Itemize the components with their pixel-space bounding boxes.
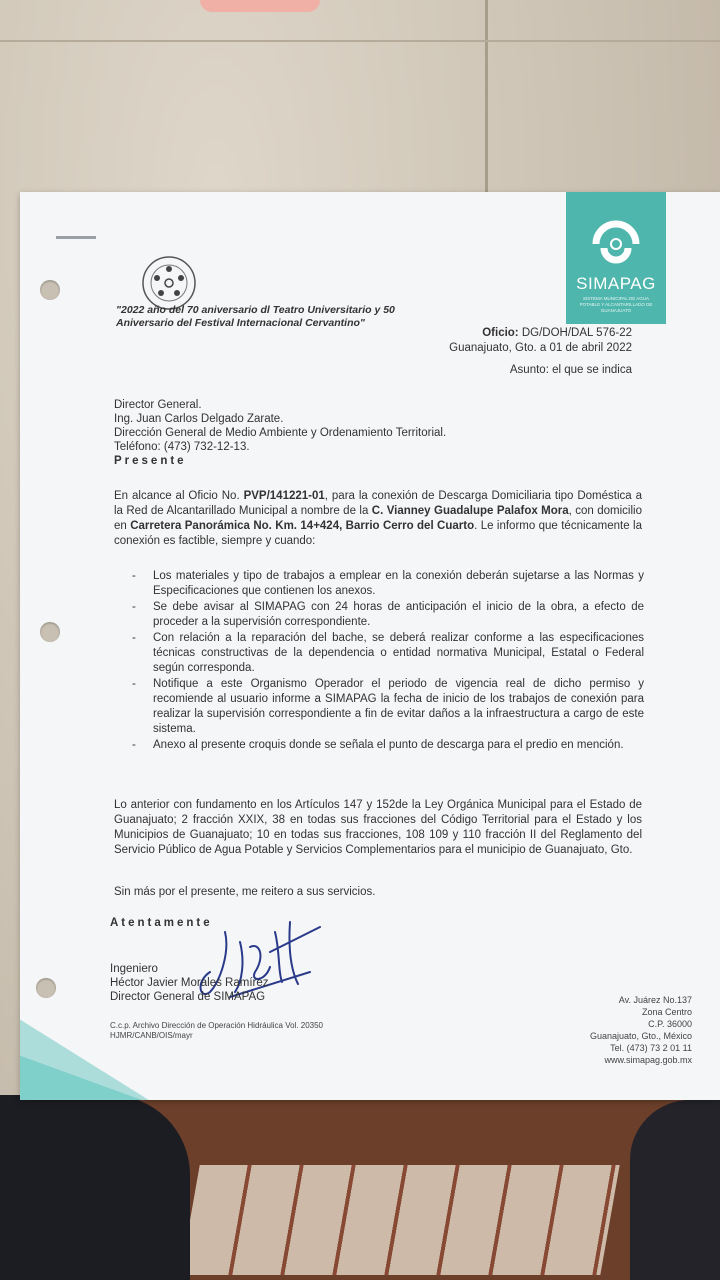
list-item-text: Los materiales y tipo de trabajos a emplear en la conexión deberán sujetarse a las Normas y Especificaciones que contienen los anexos. [153, 570, 644, 597]
bullet-marker: - [132, 678, 136, 690]
punch-hole [36, 978, 56, 998]
contact-street: Av. Juárez No.137 [618, 995, 692, 1005]
contact-website: www.simapag.gob.mx [604, 1055, 692, 1065]
punch-hole [40, 622, 60, 642]
simapag-logo [566, 192, 666, 324]
text-run: , con domicilio en [114, 505, 642, 532]
list-item-text: Con relación a la reparación del bache, se deberá realizar conforme a las especificaciones técnicas constructivas de la dependencia o entidad normativa Municipal, Estatal o Federal según corresponda. [153, 632, 644, 674]
contact-phone: Tel. (473) 73 2 01 11 [610, 1043, 692, 1053]
bullet-marker: - [132, 739, 136, 751]
bullet-marker: - [132, 601, 136, 613]
oficio-label: Oficio: [482, 327, 519, 339]
water-drop-logo-icon [588, 214, 644, 270]
list-item-text: Anexo al presente croquis donde se señala el punto de descarga para el predio en mención. [153, 739, 624, 751]
addressee-title: Director General. [114, 399, 202, 411]
addressee-block [114, 398, 446, 468]
list-item [132, 569, 644, 599]
text-run: . Le informo que técnicamente la conexión es factible, siempre y cuando: [114, 520, 642, 547]
applicant-address: Carretera Panorámica No. Km. 14+424, Barrio Cerro del Cuarto [130, 520, 475, 532]
text-run: , para la conexión de Descarga Domiciliaria tipo Doméstica a la Red de Alcantarillado Municipal a nombre de la [114, 490, 642, 517]
contact-block [590, 994, 692, 1066]
addressee-name: Ing. Juan Carlos Delgado Zarate. [114, 413, 284, 425]
paragraph-intro [114, 489, 642, 549]
anniversary-line: Aniversario del Festival Internacional Cervantino" [116, 317, 365, 329]
paragraph-legal-basis: Lo anterior con fundamento en los Artículos 147 y 152de la Ley Orgánica Municipal para el Estado de Guanajuato; 2 fracción XXIX, 38 en todas sus fracciones del Código Territorial para el Estado y los Municipios de Guanajuato; 10 en todas sus fracciones, 108 109 y 110 fracción II del Reglamento del Servicio Público de Agua Potable y Servicios Complementarios para el municipio de Guanajuato, Gto. [114, 799, 642, 856]
conditions-list [132, 569, 644, 754]
asunto: Asunto: el que se indica [509, 364, 632, 376]
list-item [132, 631, 644, 676]
anniversary-legend [116, 304, 416, 330]
place-date: Guanajuato, Gto. a 01 de abril 2022 [449, 342, 632, 354]
shoe-right [630, 1100, 720, 1280]
copy-block [110, 1021, 323, 1041]
presente-label: Presente [114, 455, 187, 467]
list-item [132, 600, 644, 630]
list-item-text: Se debe avisar al SIMAPAG con 24 horas de anticipación el inicio de la obra, a efecto de proceder a la supervisión correspondiente. [153, 601, 644, 628]
initials-line: HJMR/CANB/OIS/mayr [110, 1031, 193, 1040]
contact-zone: Zona Centro [641, 1007, 692, 1017]
list-item [132, 738, 644, 753]
list-item-text: Notifique a este Organismo Operador el periodo de vigencia real de dicho permiso y recomiende al usuario informe a SIMAPAG la fecha de inicio de los trabajos de conexión para realizar la supervisión correspondiente a fin de evitar daños a la infraestructura a cargo de este sistema. [153, 678, 644, 735]
floor-joint [485, 0, 488, 200]
atentamente-label: Atentamente [110, 917, 213, 929]
logo-subtitle: SISTEMA MUNICIPAL DE AGUA POTABLE Y ALCANTARILLADO DE GUANAJUATO [579, 296, 653, 313]
oficio-reference: PVP/141221-01 [243, 490, 325, 502]
floor-joint [0, 40, 720, 42]
signatory-title: Ingeniero [110, 963, 158, 975]
addressee-phone: Teléfono: (473) 732-12-13. [114, 441, 250, 453]
paper-mark [56, 236, 96, 239]
shoe-left [0, 1095, 190, 1280]
ccp-line: C.c.p. Archivo Dirección de Operación Hidráulica Vol. 20350 [110, 1021, 323, 1030]
signatory-block [110, 962, 268, 1004]
oficio-number: DG/DOH/DAL 576-22 [521, 327, 632, 339]
list-item [132, 677, 644, 737]
bullet-marker: - [132, 632, 136, 644]
contact-postal-code: C.P. 36000 [648, 1019, 692, 1029]
letter-document [20, 192, 720, 1100]
oficio-line [449, 326, 632, 341]
addressee-department: Dirección General de Medio Ambiente y Ordenamiento Territorial. [114, 427, 447, 439]
contact-city: Guanajuato, Gto., México [589, 1031, 692, 1041]
background-object [200, 0, 320, 12]
punch-hole [40, 280, 60, 300]
paragraph-closing: Sin más por el presente, me reitero a sus servicios. [114, 886, 376, 898]
tile-pattern [180, 1165, 619, 1275]
bullet-marker: - [132, 570, 136, 582]
signatory-position: Director General de SIMAPAG [110, 991, 266, 1003]
signatory-name: Héctor Javier Morales Ramírez [110, 977, 269, 989]
applicant-name: C. Vianney Guadalupe Palafox Mora [371, 505, 569, 517]
reference-block [449, 326, 632, 356]
text-run: En alcance al Oficio No. [114, 490, 244, 502]
logo-name: SIMAPAG [576, 274, 656, 293]
anniversary-line: "2022 año del 70 aniversario dl Teatro Universitario y 50 [116, 304, 395, 316]
